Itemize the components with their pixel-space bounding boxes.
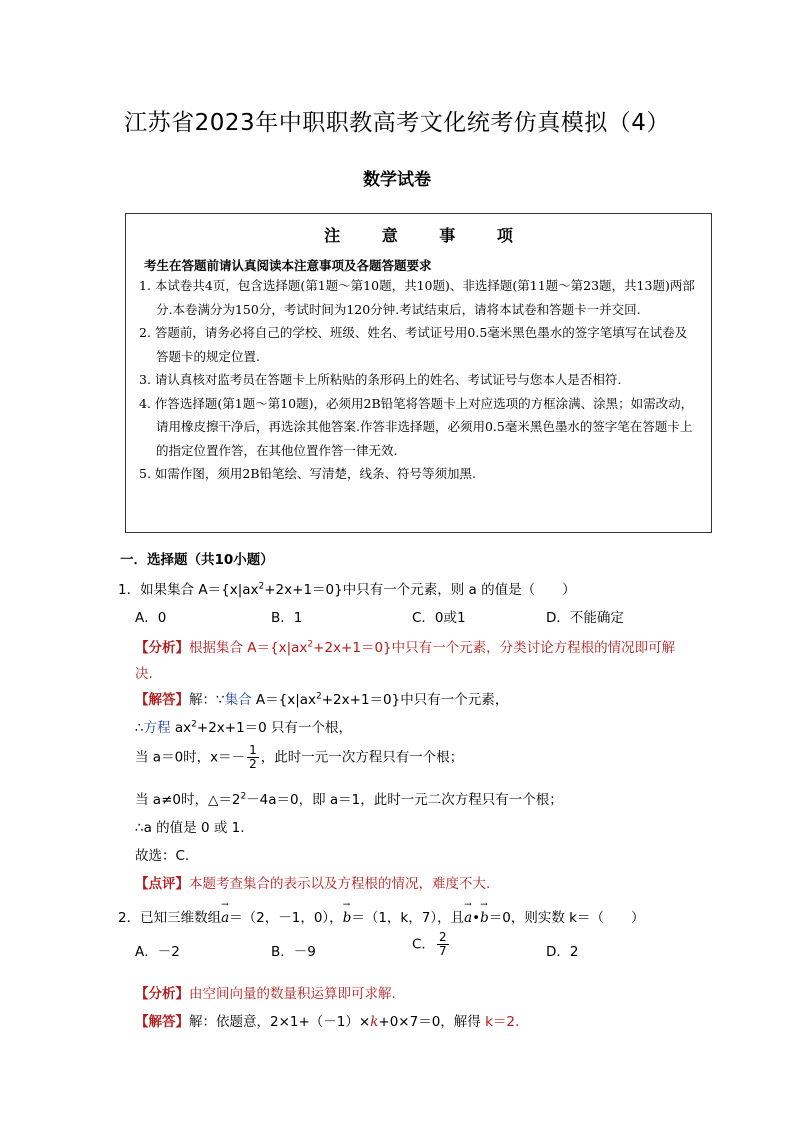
q1-option-b: B．1	[271, 610, 303, 626]
q1-answer-l1-mid: A＝{x|ax	[251, 692, 317, 708]
q1-answer-l2-post: +2x+1＝0 只有一个根，	[196, 720, 353, 736]
q1-answer-l1-blue: 集合	[224, 692, 252, 708]
q1-comment-tag: 【点评】	[135, 876, 189, 892]
q1-line4-sup: 2	[240, 791, 247, 802]
q2-stem-dot: •	[472, 910, 481, 926]
q1-analysis-pre: 根据集合 A＝{x|ax	[189, 640, 308, 656]
page-title: 江苏省2023年中职职教高考文化统考仿真模拟（4）	[124, 110, 670, 136]
q2-vector-a-2: → a	[464, 910, 472, 926]
q1-analysis	[135, 636, 675, 656]
q1-line4-post: －4a＝0，即 a＝1，此时一元二次方程只有一个根；	[246, 792, 563, 808]
q1-answer-l2-mid: ax	[170, 720, 192, 736]
q1-answer-line-1	[135, 688, 508, 708]
q2-option-c-fraction	[437, 931, 449, 958]
q2-option-c-den: 7	[438, 944, 447, 958]
q1-option-c: C．0或1	[412, 610, 466, 626]
q1-option-a: A．0	[135, 610, 167, 626]
q2-stem	[118, 906, 644, 926]
q1-answer-l2-blue: 方程	[143, 720, 171, 736]
q1-fraction	[247, 744, 259, 771]
q1-answer-l1-pre: 解：∵	[189, 692, 225, 708]
q2-analysis-text: 由空间向量的数量积运算即可求解.	[189, 986, 396, 1002]
q1-stem-pre: 1．如果集合 A＝{x|ax	[118, 582, 259, 598]
q1-answer-line-2	[135, 716, 352, 736]
notice-item-1: 1. 本试卷共4页，包含选择题(第1题～第10题，共10题)、非选择题(第11题～第23题，共13题)两部分.本卷满分为150分，考试时间为120分钟.考试结束后，请将本试卷和答题卡一并交回.	[139, 278, 695, 317]
q2-analysis	[135, 982, 396, 1002]
q1-fraction-den: 2	[249, 757, 257, 771]
q1-option-d: D．不能确定	[546, 610, 624, 626]
q2-option-b: B．－9	[271, 944, 316, 960]
notice-heading: 注 意 事 项	[324, 226, 531, 245]
q2-option-c-num: 2	[438, 930, 447, 944]
q2-vector-b: → b	[343, 910, 352, 926]
section-title: 一．选择题（共10小题）	[120, 552, 274, 568]
q2-stem-mid1: ＝（2，－1，0），	[229, 910, 343, 926]
q1-stem	[118, 578, 576, 598]
q1-line4-pre: 当 a≠0时，△＝2	[135, 792, 241, 808]
q2-option-c	[412, 931, 451, 958]
q1-answer-tag: 【解答】	[135, 692, 189, 708]
q2-option-d: D．2	[546, 944, 579, 960]
q1-analysis-cont: 决.	[135, 666, 153, 682]
q1-analysis-tag: 【分析】	[135, 640, 189, 656]
q2-answer-result: k＝2.	[485, 1014, 520, 1030]
q1-analysis-sup: 2	[307, 639, 314, 650]
notice-item-4: 4. 作答选择题(第1题～第10题)，必须用2B铅笔将答题卡上对应选项的方框涂满、涂黑；如需改动，请用橡皮擦干净后，再选涂其他答案.作答非选择题，必须用0.5毫米黑色墨水的签字笔在答题卡上的指定位置作答，在其他位置作答一律无效.	[139, 395, 694, 458]
q2-stem-pre: 2．已知三维数组	[118, 910, 222, 926]
q2-answer-k: k	[370, 1014, 379, 1030]
q1-answer-l2-sup: 2	[191, 719, 197, 730]
q2-option-a: A．－2	[135, 944, 180, 960]
q1-answer-line-4	[135, 788, 563, 808]
q1-fraction-num: 1	[249, 743, 257, 757]
q1-answer-l2-pre: ∴	[135, 720, 144, 736]
q1-answer-line-5: ∴a 的值是 0 或 1.	[135, 820, 245, 836]
q1-stem-post: +2x+1＝0}中只有一个元素，则 a 的值是（ ）	[264, 582, 576, 598]
q2-vector-b-2: → b	[480, 910, 489, 926]
q2-analysis-tag: 【分析】	[135, 986, 189, 1002]
q2-answer-tag: 【解答】	[135, 1014, 189, 1030]
q1-answer-line-6: 故选：C.	[135, 848, 190, 864]
q1-line3-post: ，此时一元一次方程只有一个根；	[260, 749, 464, 766]
q2-answer-pre: 解：依题意，2×1+（－1）×	[189, 1014, 371, 1030]
q1-comment-text: 本题考查集合的表示以及方程根的情况，难度不大.	[189, 876, 491, 892]
page-subtitle: 数学试卷	[363, 170, 431, 190]
q1-stem-sup: 2	[258, 581, 265, 592]
q2-stem-mid2: ＝（1，k，7），且	[351, 910, 465, 926]
q2-answer-mid: +0×7＝0，解得	[378, 1014, 486, 1030]
notice-item-2: 2. 答题前，请务必将自己的学校、班级、姓名、考试证号用0.5毫米黑色墨水的签字笔填写在试卷及答题卡的规定位置.	[139, 325, 688, 364]
q1-answer-l1-sup: 2	[316, 691, 322, 702]
q1-line3-pre: 当 a＝0时，x＝－	[135, 749, 246, 766]
q1-answer-l1-post: +2x+1＝0}中只有一个元素，	[321, 692, 509, 708]
q2-stem-post: ＝0，则实数 k＝（ ）	[488, 910, 645, 926]
q2-vector-a: → a	[221, 910, 229, 926]
q2-option-c-label: C．	[412, 936, 435, 953]
q1-comment	[135, 872, 490, 892]
notice-item-5: 5. 如需作图，须用2B铅笔绘、写清楚，线条、符号等须加黑.	[139, 466, 477, 481]
q1-analysis-post: +2x+1＝0}中只有一个元素，分类讨论方程根的情况即可解	[313, 640, 676, 656]
q1-answer-line-3	[135, 744, 463, 771]
notice-item-3: 3. 请认真核对监考员在答题卡上所粘贴的条形码上的姓名、考试证号与您本人是否相符.	[139, 372, 622, 387]
notice-lead: 考生在答题前请认真阅读本注意事项及各题答题要求	[144, 258, 432, 273]
q2-answer	[135, 1010, 519, 1030]
notice-box	[125, 213, 712, 533]
